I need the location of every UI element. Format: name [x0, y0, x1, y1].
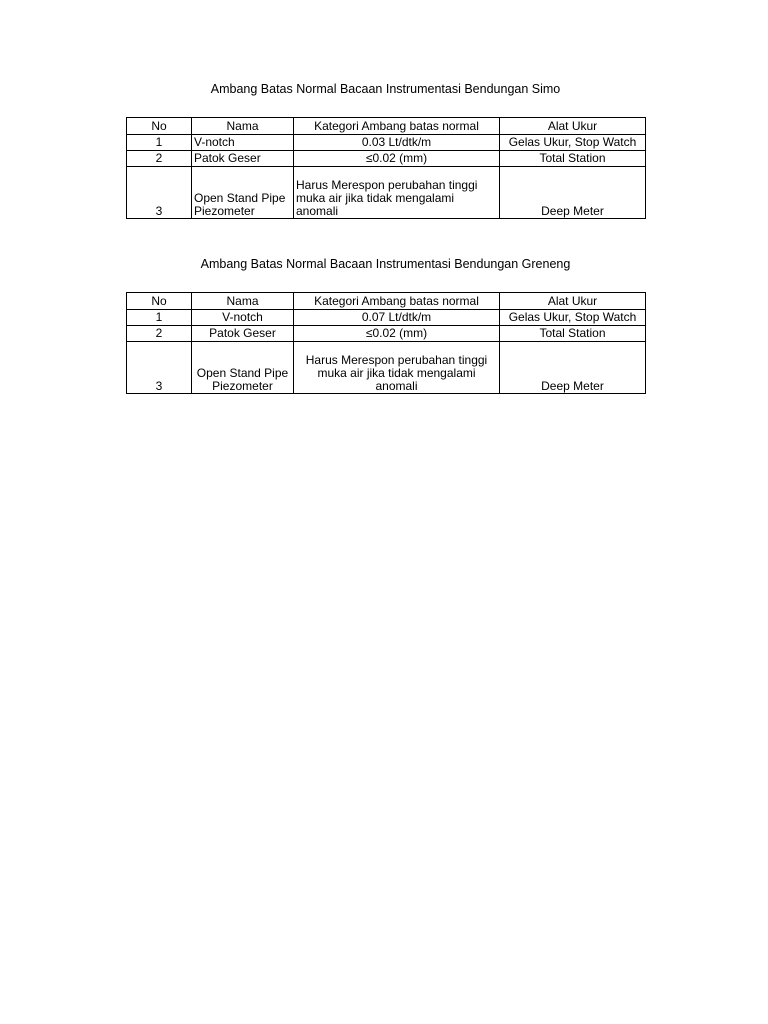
cell-nama-line: Piezometer [194, 204, 255, 218]
header-no: No [127, 118, 192, 135]
cell-alat: Total Station [500, 326, 646, 342]
cell-alat: Deep Meter [500, 342, 646, 394]
cell-alat: Gelas Ukur, Stop Watch [500, 135, 646, 151]
cell-nama-line: Open Stand Pipe [196, 366, 289, 380]
table-row [127, 310, 646, 326]
cell-nama [192, 167, 294, 219]
cell-kategori-line: anomali [375, 379, 418, 393]
cell-no: 2 [127, 151, 192, 167]
table-row [127, 342, 646, 394]
cell-no: 3 [127, 167, 192, 219]
cell-kategori: ≤0.02 (mm) [294, 151, 500, 167]
cell-kategori [294, 342, 500, 394]
cell-kategori: 0.07 Lt/dtk/m [294, 310, 500, 326]
cell-kategori-line: muka air jika tidak mengalami [296, 191, 455, 205]
table-row [127, 151, 646, 167]
cell-no: 1 [127, 310, 192, 326]
cell-kategori [294, 167, 500, 219]
cell-alat: Deep Meter [500, 167, 646, 219]
cell-nama-line: Open Stand Pipe [194, 191, 286, 205]
cell-nama: V-notch [192, 135, 294, 151]
cell-no: 1 [127, 135, 192, 151]
cell-kategori: 0.03 Lt/dtk/m [294, 135, 500, 151]
cell-kategori-line: anomali [296, 204, 339, 218]
cell-kategori-line: muka air jika tidak mengalami [317, 366, 476, 380]
header-alat: Alat Ukur [500, 118, 646, 135]
table-title-greneng: Ambang Batas Normal Bacaan Instrumentasi Bendungan Greneng [200, 257, 571, 271]
table-row [127, 326, 646, 342]
cell-nama: V-notch [192, 310, 294, 326]
cell-nama [192, 342, 294, 394]
header-no: No [127, 293, 192, 310]
header-kategori: Kategori Ambang batas normal [294, 293, 500, 310]
cell-alat: Gelas Ukur, Stop Watch [500, 310, 646, 326]
cell-no: 3 [127, 342, 192, 394]
cell-nama: Patok Geser [192, 326, 294, 342]
table-title-simo: Ambang Batas Normal Bacaan Instrumentasi Bendungan Simo [210, 82, 561, 96]
cell-kategori-line: Harus Merespon perubahan tinggi [305, 353, 488, 367]
cell-nama: Patok Geser [192, 151, 294, 167]
header-kategori: Kategori Ambang batas normal [294, 118, 500, 135]
table-row [127, 135, 646, 151]
cell-nama-line: Piezometer [212, 379, 273, 393]
header-nama: Nama [192, 293, 294, 310]
table-header-row [127, 118, 646, 135]
cell-alat: Total Station [500, 151, 646, 167]
threshold-table-greneng [126, 292, 646, 394]
cell-no: 2 [127, 326, 192, 342]
header-alat: Alat Ukur [500, 293, 646, 310]
table-header-row [127, 293, 646, 310]
cell-kategori-line: Harus Merespon perubahan tinggi [296, 178, 478, 192]
cell-kategori: ≤0.02 (mm) [294, 326, 500, 342]
table-row [127, 167, 646, 219]
threshold-table-simo [126, 117, 646, 219]
header-nama: Nama [192, 118, 294, 135]
